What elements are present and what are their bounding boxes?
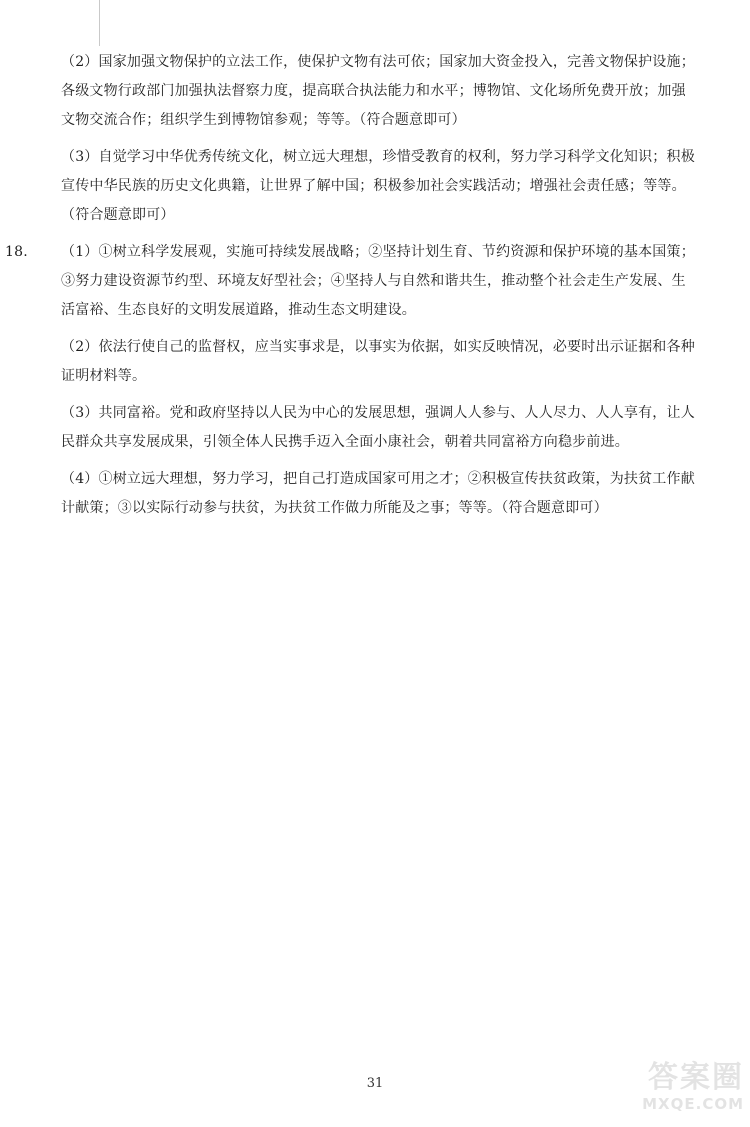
q17-part2 [34, 48, 724, 135]
text-line: （2）国家加强文物保护的立法工作，使保护文物有法可依；国家加大资金投入，完善文物保护设施； [61, 54, 695, 70]
q18-part2 [34, 333, 724, 391]
text-line: 民群众共享发展成果，引领全体人民携手迈入全面小康社会，朝着共同富裕方向稳步前进。 [61, 434, 629, 450]
text-line: （4）①树立远大理想，努力学习，把自己打造成国家可用之才；②积极宣传扶贫政策，为扶贫工作献 [61, 471, 695, 487]
watermark-text: 答案圈 [648, 1060, 744, 1095]
binding-margin-line [99, 0, 100, 46]
q17-part3 [34, 143, 724, 230]
question-number: 18. [5, 244, 28, 260]
q18-part3 [34, 399, 724, 457]
watermark-url: MXQE.COM [642, 1095, 744, 1113]
text-line: （2）依法行使自己的监督权，应当实事求是，以事实为依据，如实反映情况，必要时出示证据和各种 [61, 339, 695, 355]
q18-part4 [34, 465, 724, 523]
text-line: （1）①树立科学发展观，实施可持续发展战略；②坚持计划生育、节约资源和保护环境的基本国策； [61, 244, 695, 260]
q18-part1 [5, 238, 724, 325]
watermark-logo [614, 1061, 744, 1119]
text-line: 计献策；③以实际行动参与扶贫，为扶贫工作做力所能及之事；等等。（符合题意即可） [61, 500, 608, 516]
text-line: （3）共同富裕。党和政府坚持以人民为中心的发展思想，强调人人参与、人人尽力、人人享有，让人 [61, 405, 695, 421]
text-line: （3）自觉学习中华优秀传统文化，树立远大理想，珍惜受教育的权利，努力学习科学文化知识；积极 [61, 149, 695, 165]
page-number: 31 [366, 1076, 384, 1091]
text-line: ③努力建设资源节约型、环境友好型社会；④坚持人与自然和谐共生，推动整个社会走生产发展、生 [61, 273, 686, 289]
text-line: 文物交流合作；组织学生到博物馆参观；等等。（符合题意即可） [61, 112, 466, 128]
text-line: 活富裕、生态良好的文明发展道路，推动生态文明建设。 [61, 302, 416, 318]
answer-content [5, 48, 724, 531]
text-line: 宣传中华民族的历史文化典籍，让世界了解中国；积极参加社会实践活动；增强社会责任感；等等。 [61, 178, 686, 194]
text-line: 各级文物行政部门加强执法督察力度，提高联合执法能力和水平；博物馆、文化场所免费开放；加强 [61, 83, 686, 99]
text-line: （符合题意即可） [61, 207, 175, 223]
text-line: 证明材料等。 [61, 368, 147, 384]
